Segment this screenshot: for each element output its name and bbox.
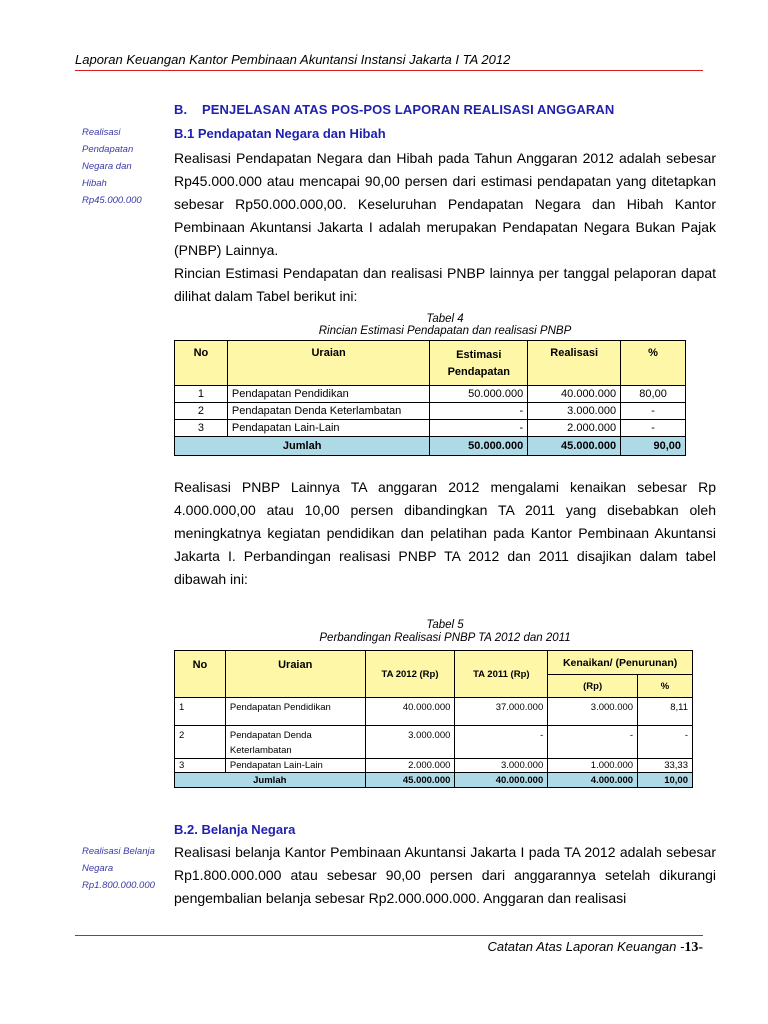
table-row [175, 698, 693, 726]
b1-paragraph-2: Rincian Estimasi Pendapatan dan realisasi PNBP lainnya per tanggal pelaporan dapat dilihat dalam Tabel berikut ini: [174, 265, 716, 304]
page-header: Laporan Keuangan Kantor Pembinaan Akuntansi Instansi Jakarta I TA 2012 [75, 52, 511, 67]
side-note-line: Pendapatan [82, 144, 134, 155]
table5-cell-uraian: Pendapatan Denda Keterlambatan [225, 726, 365, 759]
table4-caption-title: Rincian Estimasi Pendapatan dan realisasi PNBP [318, 325, 572, 337]
b1-body [174, 147, 716, 308]
b1-side-note [82, 124, 142, 209]
table-row [175, 386, 686, 403]
footer-text: Catatan Atas Laporan Keuangan - [487, 939, 685, 954]
table4-cell-realisasi: 40.000.000 [528, 386, 621, 403]
table4-cell-no: 3 [175, 420, 228, 437]
side-note-line: Rp45.000.000 [82, 195, 142, 206]
table5-cell-rp: 1.000.000 [548, 759, 638, 773]
table4-total-label: Jumlah [175, 437, 430, 456]
table5-header-row [175, 651, 693, 675]
table4-cell-no: 2 [175, 403, 228, 420]
table5-cell-no: 1 [175, 698, 226, 726]
table5-cell-uraian: Pendapatan Lain-Lain [225, 759, 365, 773]
section-title: PENJELASAN ATAS POS-POS LAPORAN REALISASI ANGGARAN [202, 102, 615, 117]
table4-cell-no: 1 [175, 386, 228, 403]
table5-total-ta2012: 45.000.000 [365, 773, 455, 788]
table5-cell-uraian: Pendapatan Pendidikan [225, 698, 365, 726]
table5-cell-ta2011: 37.000.000 [455, 698, 548, 726]
table4-caption-number: Tabel 4 [426, 313, 464, 325]
table5-header-ta2011: TA 2011 (Rp) [455, 651, 548, 698]
table4-cell-realisasi: 2.000.000 [528, 420, 621, 437]
table5 [174, 650, 693, 788]
page-number-suffix: - [698, 940, 703, 955]
side-note-line: Hibah [82, 178, 107, 189]
table5-header-kenaikan: Kenaikan/ (Penurunan) [548, 651, 693, 675]
table5-cell-ta2012: 40.000.000 [365, 698, 455, 726]
side-note-line: Realisasi [82, 127, 121, 138]
b2-paragraph: Realisasi belanja Kantor Pembinaan Akuntansi Jakarta I pada TA 2012 adalah sebesar Rp1.800.000.000 atau sebesar 90,00 persen dari anggarannya setelah dikurangi pengembalian belanja sebesar Rp2.000.000.000. Anggaran dan realisasi [174, 844, 716, 906]
table4-total-pct: 90,00 [621, 437, 686, 456]
table4-cell-estimasi: 50.000.000 [430, 386, 528, 403]
table4-total-row [175, 437, 686, 456]
table4-cell-pct: - [621, 403, 686, 420]
table5-total-label: Jumlah [175, 773, 366, 788]
table5-total-rp: 4.000.000 [548, 773, 638, 788]
table4-header-uraian: Uraian [227, 341, 429, 386]
table4-cell-uraian: Pendapatan Lain-Lain [227, 420, 429, 437]
section-heading [174, 102, 614, 117]
table4 [174, 340, 686, 456]
section-letter: B. [174, 102, 188, 117]
table4-cell-estimasi: - [430, 403, 528, 420]
footer-divider [75, 935, 703, 936]
table5-header-uraian: Uraian [225, 651, 365, 698]
b2-heading: B.2. Belanja Negara [174, 822, 296, 837]
table5-cell-no: 2 [175, 726, 226, 759]
page-number: 13 [684, 940, 699, 955]
table5-caption-title: Perbandingan Realisasi PNBP TA 2012 dan 2011 [319, 632, 571, 644]
page-footer [488, 939, 704, 956]
table4-header-no: No [175, 341, 228, 386]
table5-cell-rp: 3.000.000 [548, 698, 638, 726]
table5-header-no: No [175, 651, 226, 698]
side-note-line: Rp1.800.000.000 [82, 880, 155, 891]
table4-header-pct: % [621, 341, 686, 386]
table5-caption-number: Tabel 5 [426, 619, 464, 631]
table4-header-estimasi: Estimasi Pendapatan [430, 341, 528, 386]
b1-heading: B.1 Pendapatan Negara dan Hibah [174, 126, 386, 141]
table5-cell-ta2012: 3.000.000 [365, 726, 455, 759]
table5-cell-rp: - [548, 726, 638, 759]
table-row [175, 403, 686, 420]
table5-cell-ta2011: 3.000.000 [455, 759, 548, 773]
table5-header-pct: % [638, 675, 693, 698]
table5-total-row [175, 773, 693, 788]
table5-cell-pct: 8,11 [638, 698, 693, 726]
table-row [175, 420, 686, 437]
table-row [175, 759, 693, 773]
table4-cell-uraian: Pendapatan Denda Keterlambatan [227, 403, 429, 420]
table5-cell-pct: - [638, 726, 693, 759]
table-row [175, 726, 693, 759]
table4-cell-pct: 80,00 [621, 386, 686, 403]
table5-header-rp: (Rp) [548, 675, 638, 698]
table4-cell-pct: - [621, 420, 686, 437]
table4-header-row [175, 341, 686, 386]
table4-cell-uraian: Pendapatan Pendidikan [227, 386, 429, 403]
b1-paragraph-1: Realisasi Pendapatan Negara dan Hibah pada Tahun Anggaran 2012 adalah sebesar Rp45.000.000 atau mencapai 90,00 persen dari estimasi pendapatan yang ditetapkan sebesar Rp50.000.000,00. Keseluruhan Pendapatan Negara dan Hibah Kantor Pembinaan Akuntansi Jakarta I adalah merupakan Pendapatan Negara Bukan Pajak (PNBP) Lainnya. [174, 150, 716, 258]
header-divider [75, 70, 703, 71]
b2-side-note [82, 843, 155, 894]
side-note-line: Realisasi Belanja [82, 846, 155, 857]
table5-total-ta2011: 40.000.000 [455, 773, 548, 788]
side-note-line: Negara [82, 863, 114, 874]
table5-total-pct: 10,00 [638, 773, 693, 788]
table4-header-realisasi: Realisasi [528, 341, 621, 386]
table5-cell-ta2011: - [455, 726, 548, 759]
table5-cell-no: 3 [175, 759, 226, 773]
side-note-line: Negara dan [82, 161, 132, 172]
table5-cell-ta2012: 2.000.000 [365, 759, 455, 773]
table5-cell-pct: 33,33 [638, 759, 693, 773]
table5-header-ta2012: TA 2012 (Rp) [365, 651, 455, 698]
table4-total-realisasi: 45.000.000 [528, 437, 621, 456]
table4-cell-realisasi: 3.000.000 [528, 403, 621, 420]
table4-total-estimasi: 50.000.000 [430, 437, 528, 456]
pnbp-comparison-paragraph: Realisasi PNBP Lainnya TA anggaran 2012 mengalami kenaikan sebesar Rp 4.000.000,00 atau 10,00 persen dibandingkan TA 2011 yang disebabkan oleh meningkatnya kegiatan pendidikan dan pelatihan pada Kantor Pembinaan Akuntansi Jakarta I. Perbandingan realisasi PNBP TA 2012 dan 2011 disajikan dalam tabel dibawah ini: [174, 479, 716, 587]
table4-cell-estimasi: - [430, 420, 528, 437]
